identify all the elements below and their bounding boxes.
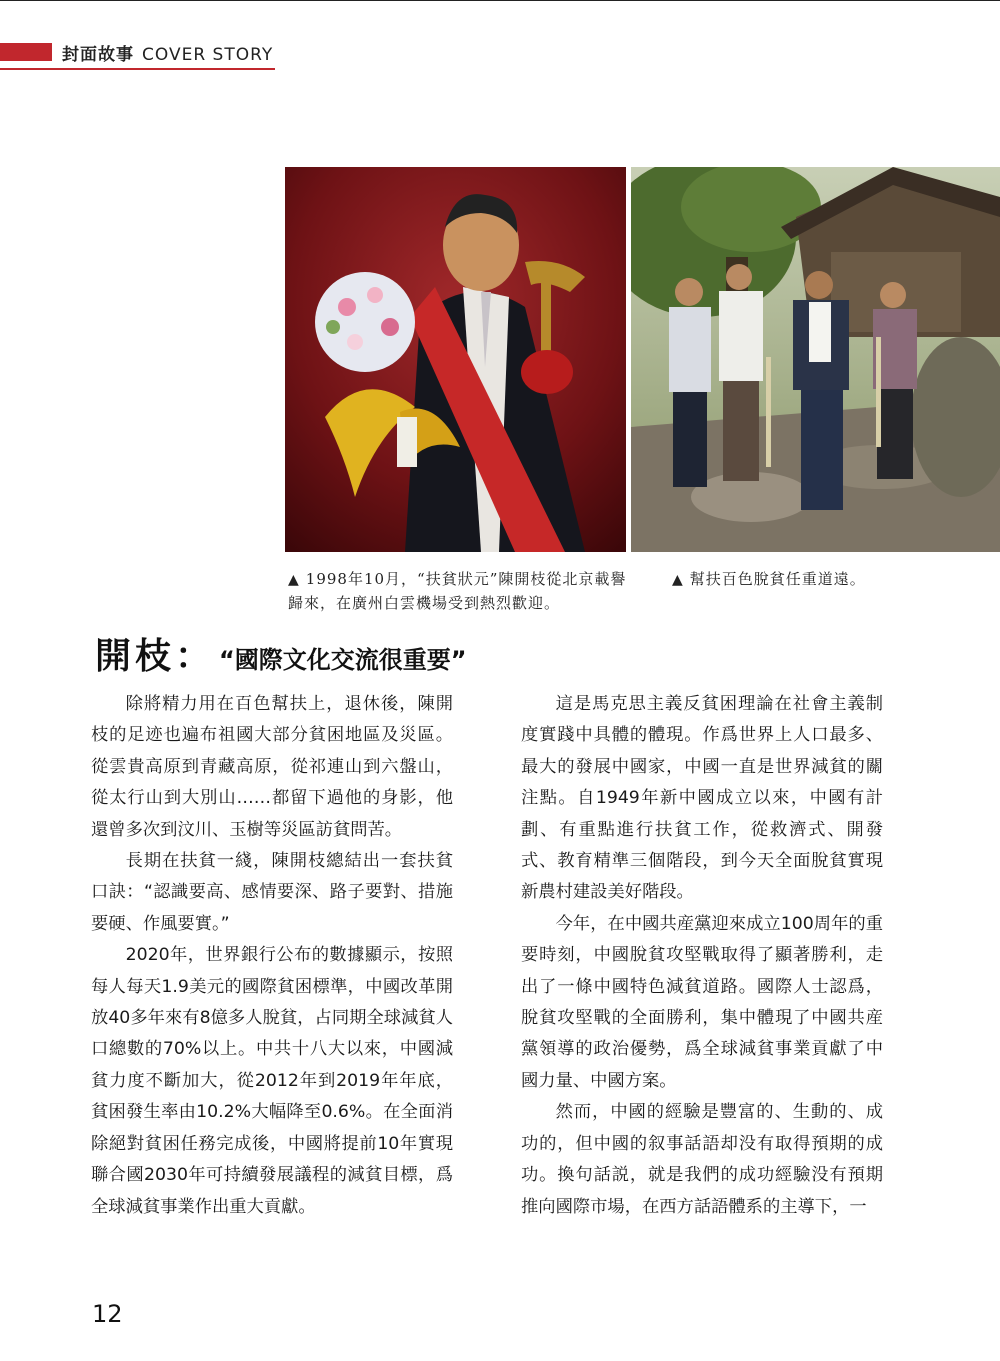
article-column-left xyxy=(91,689,453,1223)
section-label-en: COVER STORY xyxy=(142,45,274,65)
photo-portrait-image xyxy=(285,167,626,552)
photo-portrait xyxy=(285,167,626,552)
section-label-zh: 封面故事 xyxy=(62,45,134,65)
paragraph: 這是馬克思主義反貧困理論在社會主義制度實踐中具體的體現。作爲世界上人口最多、最大的發展中國家，中國一直是世界減貧的關注點。自1949年新中國成立以來，中國有計劃、有重點進行扶貧工作，從救濟式、開發式、教育精準三個階段，到今天全面脫貧實現新農村建設美好階段。 xyxy=(521,694,883,903)
paragraph: 今年，在中國共産黨迎來成立100周年的重要時刻，中國脫貧攻堅戰取得了顯著勝利，走出了一條中國特色減貧道路。國際人士認爲，脫貧攻堅戰的全面勝利，集中體現了中國共産黨領導的政治優勢，爲全球減貧事業貢獻了中國力量、中國方案。 xyxy=(521,913,883,1091)
section-label xyxy=(62,40,273,65)
photo-group-walking-image xyxy=(631,167,1000,552)
section-underline xyxy=(0,68,275,70)
headline-quote: “國際文化交流很重要” xyxy=(219,646,467,674)
caption-left xyxy=(288,568,640,615)
top-rule xyxy=(0,0,1000,1)
caption-right-text: 幫扶百色脫貧任重道遠。 xyxy=(689,570,866,588)
paragraph: 除將精力用在百色幫扶上，退休後，陳開枝的足迹也遍布祖國大部分貧困地區及災區。從雲貴高原到青藏高原，從祁連山到六盤山，從太行山到大別山……都留下過他的身影，他還曾多次到汶川、玉樹等災區訪貧問苦。 xyxy=(91,694,453,840)
article-column-right xyxy=(521,689,883,1223)
headline-name: 開枝： xyxy=(95,635,216,677)
paragraph: 然而，中國的經驗是豐富的、生動的、成功的，但中國的叙事話語却没有取得預期的成功。換句話説，就是我們的成功經驗没有預期推向國際市場，在西方話語體系的主導下，一 xyxy=(521,1102,883,1217)
section-header xyxy=(0,36,275,70)
paragraph: 長期在扶貧一綫，陳開枝總結出一套扶貧口訣：“認識要高、感情要深、路子要對、措施要硬、作風要實。” xyxy=(91,851,453,934)
caption-right xyxy=(672,568,1000,592)
page-number: 12 xyxy=(92,1300,123,1328)
article-headline xyxy=(95,628,467,678)
caption-left-text: 1998年10月，“扶貧狀元”陳開枝從北京載譽歸來，在廣州白雲機場受到熱烈歡迎。 xyxy=(288,570,627,612)
photo-group-walking xyxy=(631,167,1000,552)
caption-left-marker: ▲ xyxy=(288,572,300,588)
paragraph: 2020年，世界銀行公布的數據顯示，按照每人每天1.9美元的國際貧困標準，中國改革開放40多年來有8億多人脫貧，占同期全球減貧人口總數的70%以上。中共十八大以來，中國減貧力度不斷加大，從2012年到2019年年底，貧困發生率由10.2%大幅降至0.6%。在全面消除絕對貧困任務完成後，中國將提前10年實現聯合國2030年可持續發展議程的減貧目標，爲全球減貧事業作出重大貢獻。 xyxy=(91,945,453,1217)
section-accent-bar xyxy=(0,43,52,61)
caption-right-marker: ▲ xyxy=(672,572,684,588)
